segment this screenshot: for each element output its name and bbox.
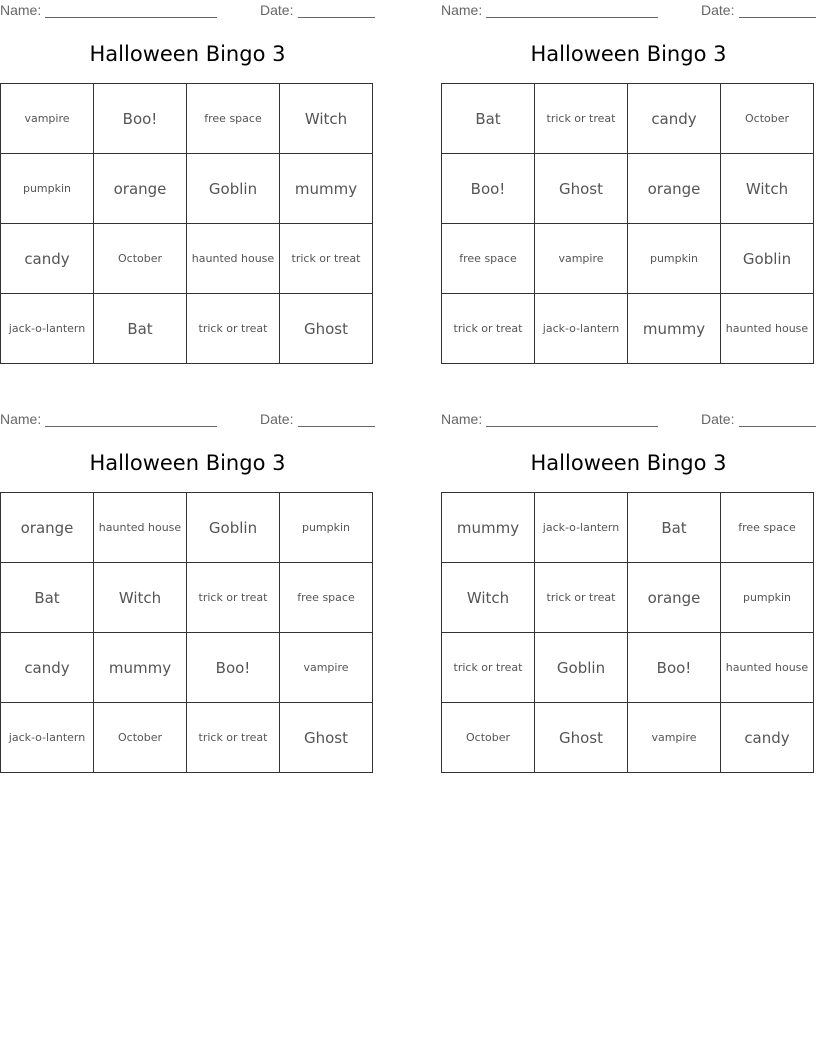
name-label: Name: — [441, 411, 483, 427]
bingo-cell: Witch — [94, 563, 187, 633]
bingo-cell: free space — [442, 224, 535, 294]
bingo-cell: vampire — [535, 224, 628, 294]
bingo-cell: candy — [721, 703, 814, 773]
bingo-cell: pumpkin — [628, 224, 721, 294]
card-title: Halloween Bingo 3 — [89, 451, 286, 475]
date-label: Date: — [260, 2, 294, 18]
bingo-cell: Witch — [280, 84, 373, 154]
grid-row — [1, 154, 373, 224]
bingo-cell: trick or treat — [187, 563, 280, 633]
bingo-cell: pumpkin — [1, 154, 94, 224]
bingo-cell: orange — [1, 493, 94, 563]
bingo-cell: Ghost — [280, 294, 373, 364]
bingo-cell: Witch — [442, 563, 535, 633]
bingo-cell: jack-o-lantern — [535, 493, 628, 563]
grid-row — [442, 493, 814, 563]
card-title: Halloween Bingo 3 — [530, 42, 727, 66]
bingo-cell: Bat — [1, 563, 94, 633]
date-blank-line — [298, 17, 375, 18]
card-title: Halloween Bingo 3 — [530, 451, 727, 475]
bingo-cell: Ghost — [535, 703, 628, 773]
bingo-cell: Bat — [628, 493, 721, 563]
name-date-row — [0, 411, 375, 429]
bingo-cell: Boo! — [442, 154, 535, 224]
bingo-grid — [441, 83, 814, 364]
bingo-cell: trick or treat — [535, 563, 628, 633]
bingo-cell: mummy — [280, 154, 373, 224]
bingo-grid — [0, 83, 373, 364]
bingo-cell: free space — [187, 84, 280, 154]
date-label: Date: — [701, 411, 735, 427]
bingo-cell: Goblin — [187, 493, 280, 563]
bingo-cell: trick or treat — [187, 294, 280, 364]
bingo-card-2 — [441, 0, 816, 372]
date-blank-line — [739, 17, 816, 18]
bingo-cell: pumpkin — [280, 493, 373, 563]
name-date-row — [441, 411, 816, 429]
grid-row — [1, 224, 373, 294]
bingo-cell: trick or treat — [535, 84, 628, 154]
bingo-cell: haunted house — [721, 294, 814, 364]
bingo-cell: candy — [1, 224, 94, 294]
bingo-cell: October — [94, 224, 187, 294]
bingo-cell: Witch — [721, 154, 814, 224]
date-blank-line — [298, 426, 375, 427]
bingo-cell: Ghost — [535, 154, 628, 224]
card-title: Halloween Bingo 3 — [89, 42, 286, 66]
bingo-cell: mummy — [628, 294, 721, 364]
grid-row — [442, 154, 814, 224]
grid-row — [442, 633, 814, 703]
bingo-cell: haunted house — [94, 493, 187, 563]
name-blank-line — [486, 426, 658, 427]
grid-row — [1, 493, 373, 563]
bingo-cell: orange — [94, 154, 187, 224]
bingo-cell: haunted house — [721, 633, 814, 703]
bingo-grid — [441, 492, 814, 773]
bingo-cell: Goblin — [187, 154, 280, 224]
grid-row — [1, 563, 373, 633]
bingo-cell: Boo! — [628, 633, 721, 703]
bingo-cell: trick or treat — [280, 224, 373, 294]
bingo-card-4 — [441, 409, 816, 781]
bingo-cell: jack-o-lantern — [1, 703, 94, 773]
grid-row — [442, 703, 814, 773]
name-blank-line — [45, 426, 217, 427]
bingo-cell: mummy — [94, 633, 187, 703]
bingo-cell: October — [442, 703, 535, 773]
bingo-cell: Ghost — [280, 703, 373, 773]
bingo-cell: haunted house — [187, 224, 280, 294]
bingo-cell: vampire — [280, 633, 373, 703]
name-blank-line — [486, 17, 658, 18]
grid-row — [1, 633, 373, 703]
bingo-cell: jack-o-lantern — [535, 294, 628, 364]
bingo-cell: trick or treat — [187, 703, 280, 773]
grid-row — [1, 294, 373, 364]
bingo-cell: Bat — [94, 294, 187, 364]
grid-row — [442, 294, 814, 364]
bingo-card-3 — [0, 409, 375, 781]
bingo-cell: vampire — [628, 703, 721, 773]
bingo-grid — [0, 492, 373, 773]
bingo-cell: Boo! — [187, 633, 280, 703]
bingo-cell: candy — [1, 633, 94, 703]
bingo-cell: Bat — [442, 84, 535, 154]
bingo-cell: candy — [628, 84, 721, 154]
bingo-cell: mummy — [442, 493, 535, 563]
name-blank-line — [45, 17, 217, 18]
bingo-cell: pumpkin — [721, 563, 814, 633]
grid-row — [442, 224, 814, 294]
bingo-cell: jack-o-lantern — [1, 294, 94, 364]
grid-row — [1, 703, 373, 773]
name-label: Name: — [0, 411, 42, 427]
bingo-cell: free space — [280, 563, 373, 633]
bingo-cell: orange — [628, 154, 721, 224]
bingo-cell: Goblin — [535, 633, 628, 703]
bingo-cell: free space — [721, 493, 814, 563]
grid-row — [1, 84, 373, 154]
bingo-cell: October — [721, 84, 814, 154]
grid-row — [442, 563, 814, 633]
bingo-cell: trick or treat — [442, 633, 535, 703]
bingo-cell: Goblin — [721, 224, 814, 294]
bingo-cell: orange — [628, 563, 721, 633]
bingo-cell: trick or treat — [442, 294, 535, 364]
bingo-cell: vampire — [1, 84, 94, 154]
name-date-row — [0, 2, 375, 20]
date-label: Date: — [701, 2, 735, 18]
name-label: Name: — [441, 2, 483, 18]
date-blank-line — [739, 426, 816, 427]
grid-row — [442, 84, 814, 154]
name-label: Name: — [0, 2, 42, 18]
name-date-row — [441, 2, 816, 20]
bingo-cell: October — [94, 703, 187, 773]
bingo-card-1 — [0, 0, 375, 372]
bingo-cell: Boo! — [94, 84, 187, 154]
date-label: Date: — [260, 411, 294, 427]
